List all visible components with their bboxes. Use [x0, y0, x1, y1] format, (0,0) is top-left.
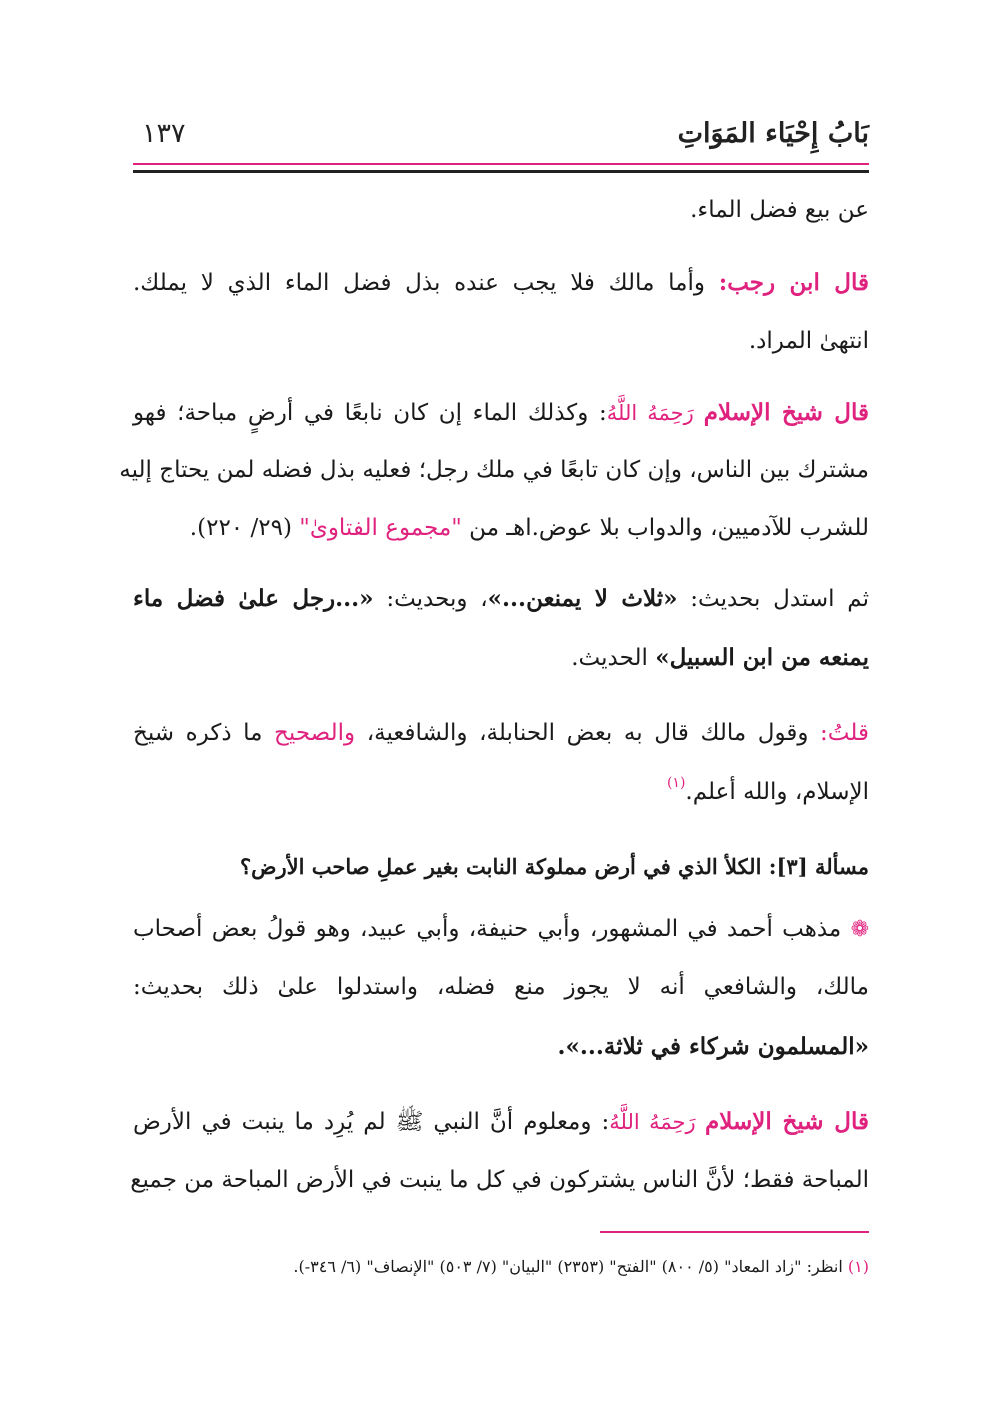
line-text: الإسلام، والله أعلم.	[685, 779, 869, 805]
footnote-separator	[600, 1231, 869, 1233]
line-text: للشرب للآدميين، والدواب بلا عوض.اهـ من	[461, 515, 869, 541]
text-line-7	[133, 584, 869, 614]
text-line-5	[119, 455, 869, 485]
text-line-6	[133, 513, 869, 543]
text-line-4	[133, 398, 869, 428]
speaker-label: قال ابن رجب:	[718, 269, 869, 296]
flower-ornament-icon: ❁	[850, 917, 869, 942]
header-rule-pink	[133, 163, 869, 165]
text-line-12	[133, 914, 869, 945]
hadith-quote: يمنعه من ابن السبيل»	[655, 644, 869, 671]
chapter-title: بَابُ إِحْيَاء المَوَاتِ	[677, 118, 869, 149]
line-text: مذهب أحمد في المشهور، وأبي حنيفة، وأبي عبيد، وهو قولُ بعض أصحاب	[133, 916, 851, 942]
footnote	[133, 1255, 869, 1279]
text-line-3	[133, 326, 869, 356]
text-line-13	[133, 972, 869, 1002]
line-text: : ومعلوم أنَّ النبي ﷺ لم يُرِد ما ينبت في الأرض	[133, 1109, 610, 1135]
hadith-quote: «...رجل علىٰ فضل ماء	[133, 585, 374, 612]
heading-text: مسألة [٣]: الكلأ الذي في أرض مملوكة النابت بغير عملِ صاحب الأرض؟	[239, 854, 869, 879]
speaker-label: قال شيخ الإسلام	[705, 1108, 870, 1135]
line-text: المباحة فقط؛ لأنَّ الناس يشتركون في كل ما ينبت في الأرض المباحة من جميع	[130, 1167, 869, 1193]
text-line-14	[133, 1032, 869, 1062]
honorific: رَحِمَهُ اللَّهُ	[609, 1110, 706, 1134]
line-text: وقول مالك قال به بعض الحنابلة، والشافعية،	[355, 720, 821, 746]
text-line-1	[133, 195, 869, 225]
text-line-15	[133, 1107, 869, 1137]
text-line-8	[133, 643, 869, 673]
issue-heading	[133, 852, 869, 882]
header-rule-black	[133, 170, 869, 173]
line-text: ثم استدل بحديث:	[677, 586, 869, 612]
line-text: مشترك بين الناس، وإن كان تابعًا في ملك رجل؛ فعليه بذل فضله لمن يحتاج إليه	[119, 457, 869, 483]
hadith-quote: «المسلمون شركاء في ثلاثة...».	[557, 1033, 869, 1060]
text-line-2	[133, 268, 869, 298]
line-text: الحديث.	[571, 645, 656, 671]
highlight-word: والصحيح	[274, 720, 356, 746]
honorific: رَحِمَهُ اللَّهُ	[606, 401, 704, 425]
page-number: ١٣٧	[142, 118, 186, 149]
line-text: ما ذكره شيخ	[133, 720, 275, 746]
line-text: وأما مالك فلا يجب عنده بذل فضل الماء الذي لا يملك.	[133, 270, 719, 296]
line-text: : وكذلك الماء إن كان نابعًا في أرضٍ مباحة؛ فهو	[133, 400, 607, 426]
speaker-label: قال شيخ الإسلام	[703, 399, 869, 426]
line-text: انتهىٰ المراد.	[748, 328, 869, 354]
line-text: مالك، والشافعي أنه لا يجوز منع فضله، واستدلوا علىٰ ذلك بحديث:	[133, 974, 869, 1000]
source-title: "مجموع الفتاوىٰ"	[299, 515, 462, 541]
hadith-quote: «ثلاث لا يمنعن...»	[487, 585, 678, 612]
text-line-10	[133, 777, 869, 810]
text-line-16	[130, 1165, 869, 1195]
text-line-9	[133, 718, 869, 748]
footnote-text: انظر: "زاد المعاد" (٥/ ٨٠٠) "الفتح" (٢٣٥٣) "البيان" (٧/ ٥٠٣) "الإنصاف" (٦/ ٣٤٦-).	[293, 1257, 848, 1276]
footnote-marker[interactable]: (١)	[666, 775, 686, 791]
source-ref: (٢٩/ ٢٢٠).	[189, 515, 300, 541]
line-text: عن بيع فضل الماء.	[690, 197, 869, 223]
line-text: ، وبحديث:	[373, 586, 488, 612]
author-note-label: قلتُ:	[820, 720, 869, 746]
footnote-number: (١)	[847, 1257, 869, 1276]
